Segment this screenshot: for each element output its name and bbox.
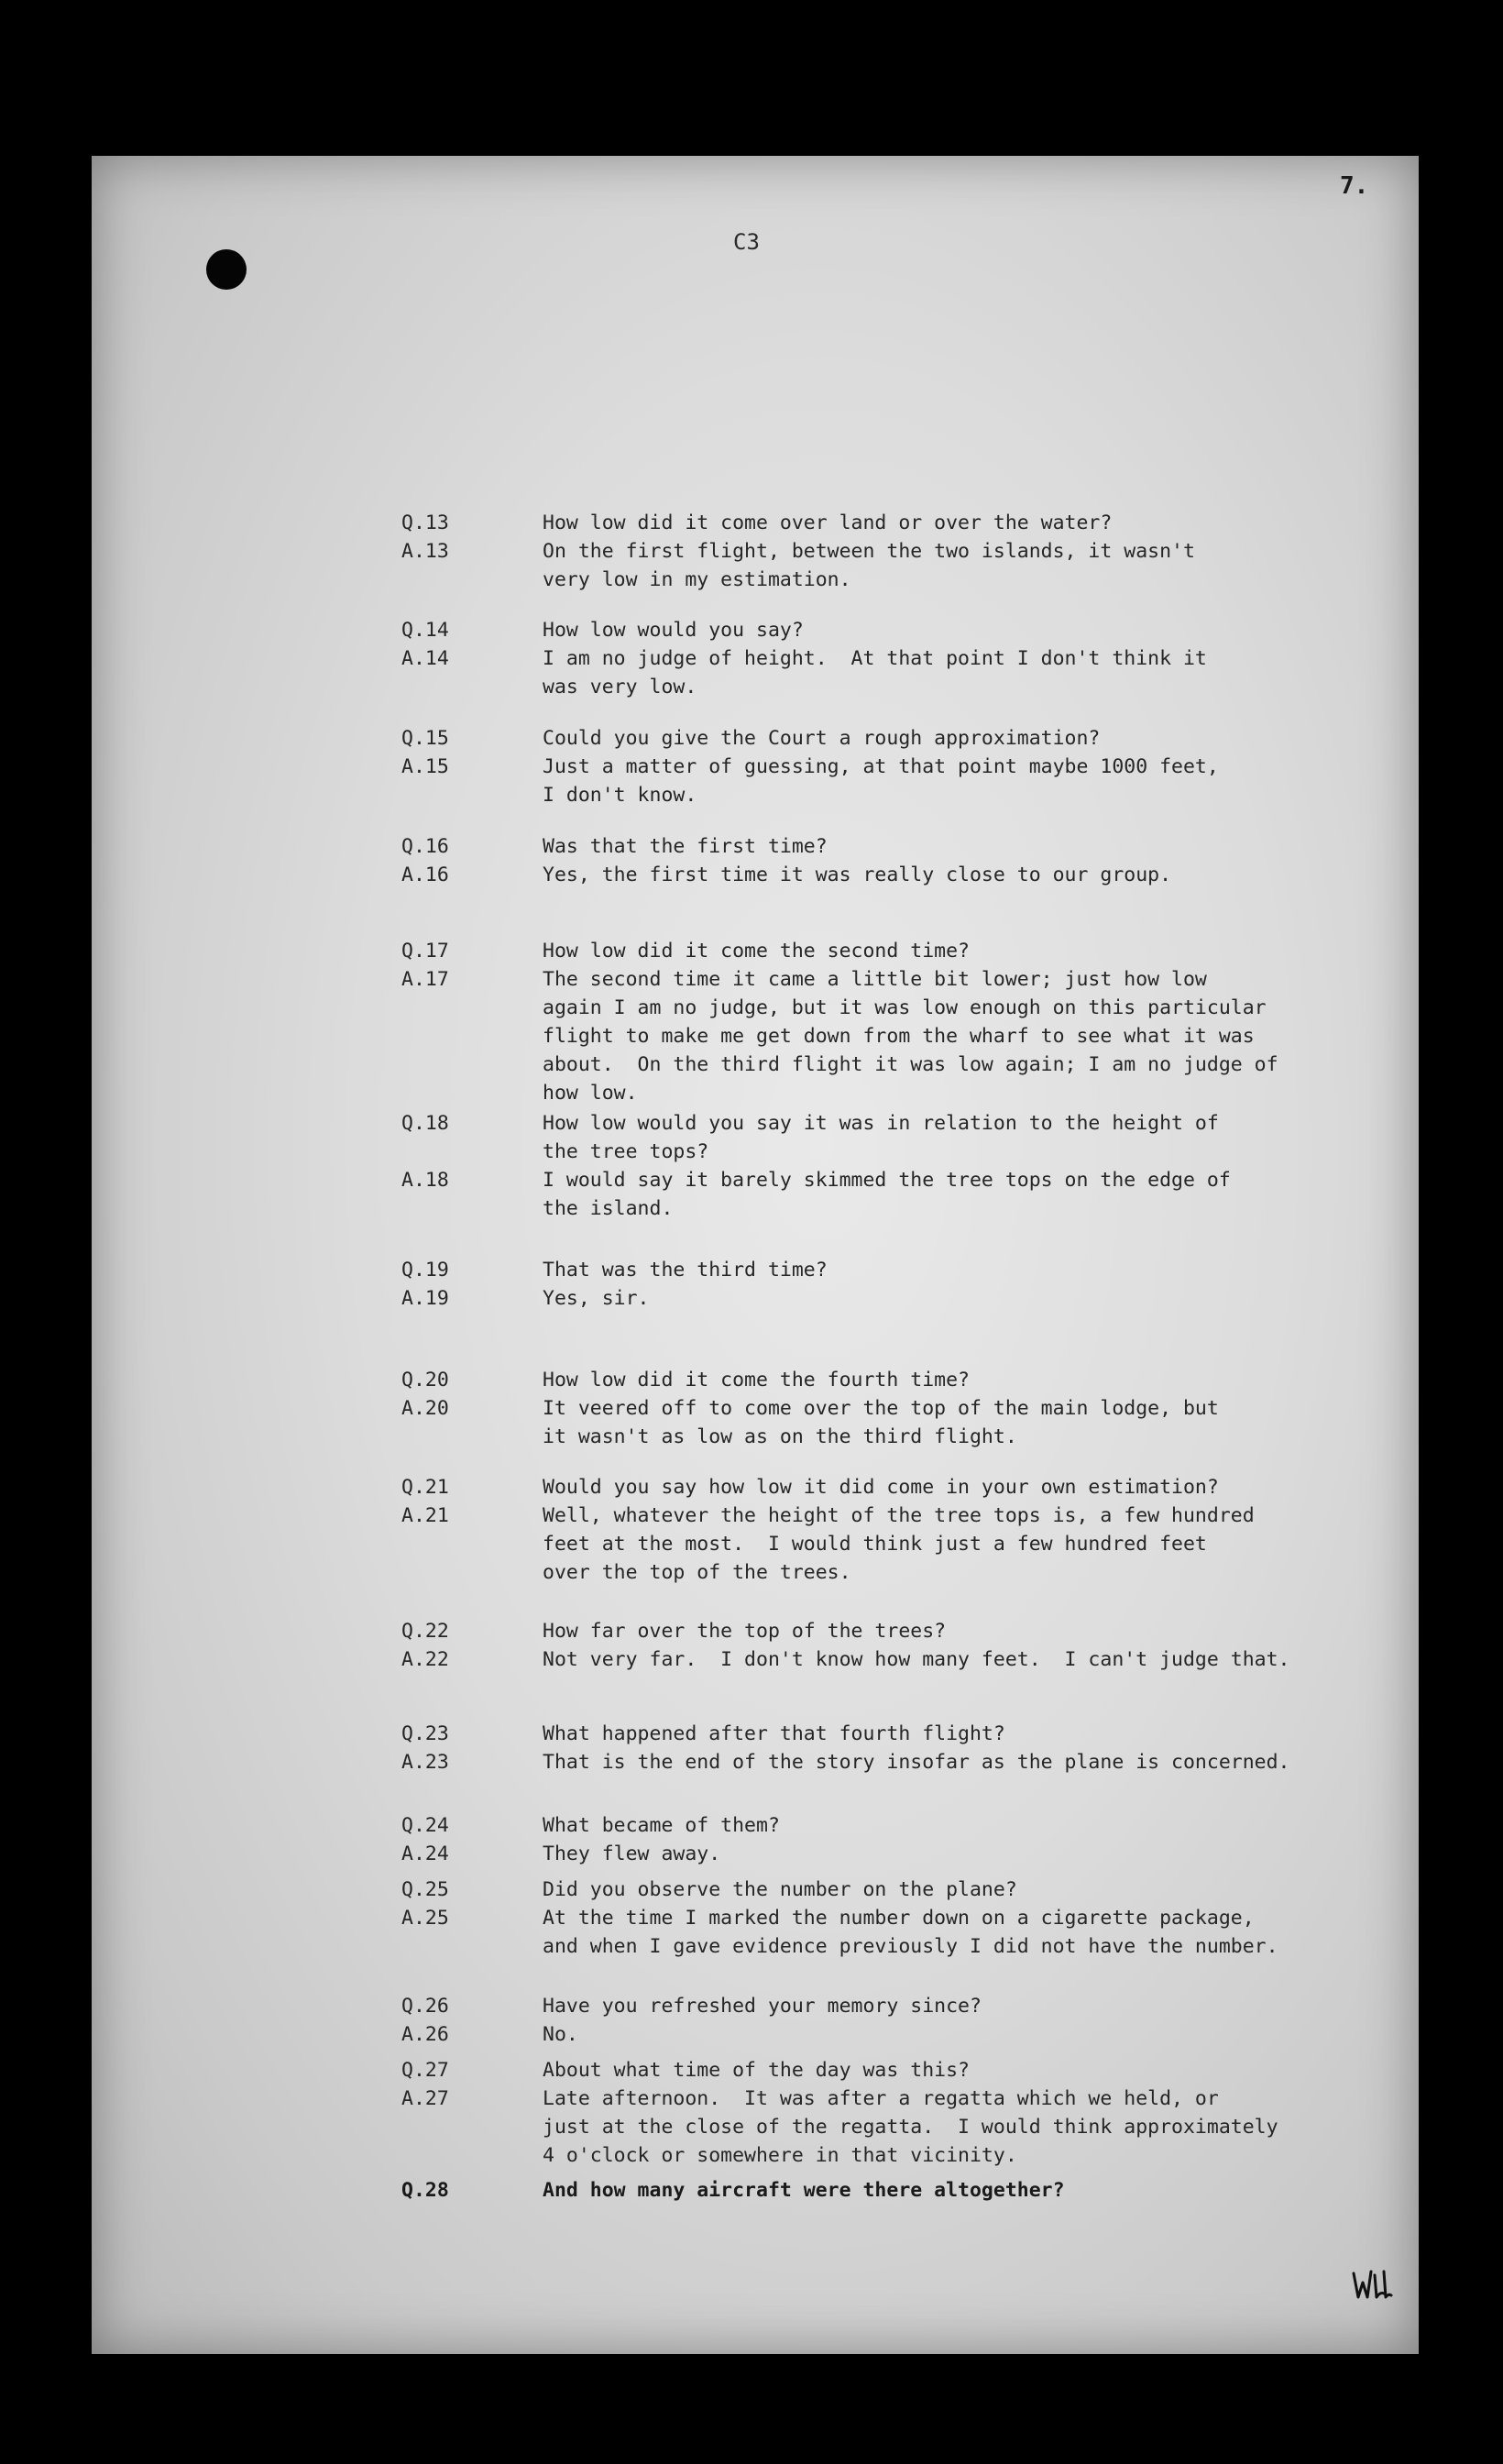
qa-label: A.25 [401,1907,449,1930]
qa-label: Q.19 [401,1259,449,1282]
qa-label [401,2113,543,2141]
qa-line [401,1138,1501,1166]
qa-line [401,509,1501,537]
qa-label [401,1194,543,1223]
qa-block [401,832,1501,889]
qa-line [401,1050,1501,1079]
qa-block [401,1366,1501,1451]
qa-text: the island. [543,1197,674,1220]
qa-block [401,2056,1501,2170]
qa-text: The second time it came a little bit lower; just how low [543,968,1207,991]
qa-line [401,1079,1501,1107]
qa-block [401,1473,1501,1587]
qa-line [401,673,1501,701]
qa-text: it wasn't as low as on the third flight. [543,1425,1017,1448]
qa-text: Could you give the Court a rough approximation? [543,727,1101,750]
qa-text: And how many aircraft were there altogether? [543,2179,1065,2202]
qa-line [401,2056,1501,2084]
qa-line [401,1876,1501,1904]
qa-label: Q.20 [401,1369,449,1392]
qa-line [401,1502,1501,1530]
qa-block [401,2176,1501,2205]
qa-text: was very low. [543,676,697,698]
qa-line [401,566,1501,594]
page-number: 7. [1340,172,1369,200]
qa-label [401,673,543,701]
qa-text: Would you say how low it did come in your own estimation? [543,1476,1219,1499]
qa-label: A.27 [401,2087,449,2110]
qa-text: That is the end of the story insofar as the plane is concerned. [543,1751,1290,1774]
document-page [92,156,1419,2354]
qa-text: Late afternoon. It was after a regatta which we held, or [543,2087,1219,2110]
qa-text: How far over the top of the trees? [543,1620,947,1643]
qa-label: Q.18 [401,1112,449,1135]
qa-label [401,2141,543,2170]
qa-block [401,1992,1501,2049]
qa-label: A.16 [401,864,449,886]
qa-block [401,1720,1501,1776]
qa-line [401,2020,1501,2049]
qa-block [401,1811,1501,1868]
qa-line [401,1166,1501,1194]
qa-text: On the first flight, between the two islands, it wasn't [543,540,1195,563]
qa-text: No. [543,2023,578,2046]
qa-text: Yes, sir. [543,1287,650,1310]
qa-text: I don't know. [543,784,697,807]
qa-text: Just a matter of guessing, at that point maybe 1000 feet, [543,755,1219,778]
qa-line [401,1617,1501,1645]
qa-label: Q.27 [401,2059,449,2082]
qa-line [401,937,1501,965]
qa-label: Q.16 [401,835,449,858]
qa-label [401,1932,543,1961]
qa-line [401,1473,1501,1502]
qa-text: Well, whatever the height of the tree tops is, a few hundred [543,1504,1255,1527]
qa-block [401,1876,1501,1961]
qa-label: A.18 [401,1169,449,1192]
qa-label: Q.25 [401,1878,449,1901]
qa-block [401,1256,1501,1313]
document-code: C3 [733,229,760,255]
qa-label: A.15 [401,755,449,778]
qa-line [401,753,1501,781]
qa-text: How low did it come over land or over the water? [543,512,1113,534]
qa-label: A.14 [401,647,449,670]
qa-label: Q.21 [401,1476,449,1499]
qa-text: how low. [543,1082,638,1105]
qa-line [401,861,1501,889]
qa-label: A.13 [401,540,449,563]
qa-label [401,1423,543,1451]
qa-line [401,1932,1501,1961]
qa-text: They flew away. [543,1842,721,1865]
qa-block [401,1617,1501,1674]
qa-block [401,1109,1501,1223]
qa-text: What became of them? [543,1814,780,1837]
qa-label: A.22 [401,1648,449,1671]
qa-label [401,566,543,594]
qa-line [401,724,1501,753]
qa-line [401,994,1501,1022]
qa-line [401,1558,1501,1587]
qa-line [401,832,1501,861]
qa-label: Q.15 [401,727,449,750]
qa-text: How low would you say? [543,619,804,642]
qa-text: feet at the most. I would think just a few hundred feet [543,1533,1207,1556]
qa-label: A.17 [401,968,449,991]
qa-label [401,1079,543,1107]
qa-line [401,616,1501,644]
qa-line [401,1423,1501,1451]
qa-label [401,1530,543,1558]
qa-line [401,1256,1501,1284]
qa-text: over the top of the trees. [543,1561,851,1584]
qa-line [401,1022,1501,1050]
qa-line [401,1904,1501,1932]
qa-label: A.20 [401,1397,449,1420]
qa-block [401,937,1501,1107]
qa-line [401,2176,1501,2205]
qa-text: 4 o'clock or somewhere in that vicinity. [543,2144,1017,2167]
qa-label: Q.23 [401,1722,449,1745]
qa-line [401,1366,1501,1394]
qa-label: A.21 [401,1504,449,1527]
qa-transcript [92,156,1419,2354]
qa-line [401,644,1501,673]
qa-text: about. On the third flight it was low again; I am no judge of [543,1053,1278,1076]
qa-text: How low did it come the fourth time? [543,1369,970,1392]
qa-text: very low in my estimation. [543,568,851,591]
qa-text: What happened after that fourth flight? [543,1722,1005,1745]
qa-text: Was that the first time? [543,835,828,858]
qa-line [401,1720,1501,1748]
qa-line [401,1748,1501,1776]
qa-label: Q.22 [401,1620,449,1643]
qa-line [401,1194,1501,1223]
qa-line [401,781,1501,809]
qa-label: A.23 [401,1751,449,1774]
qa-text: I would say it barely skimmed the tree tops on the edge of [543,1169,1231,1192]
qa-line [401,1109,1501,1138]
qa-line [401,1840,1501,1868]
qa-line [401,1645,1501,1674]
qa-label [401,781,543,809]
qa-label: Q.24 [401,1814,449,1837]
qa-text: the tree tops? [543,1140,709,1163]
qa-label: Q.13 [401,512,449,534]
qa-text: How low did it come the second time? [543,940,970,962]
qa-text: flight to make me get down from the wharf to see what it was [543,1025,1255,1048]
qa-line [401,1394,1501,1423]
qa-text: That was the third time? [543,1259,828,1282]
qa-block [401,616,1501,701]
qa-line [401,1811,1501,1840]
qa-line [401,1992,1501,2020]
qa-text: Not very far. I don't know how many feet. I can't judge that. [543,1648,1290,1671]
qa-text: About what time of the day was this? [543,2059,970,2082]
qa-line [401,537,1501,566]
qa-label: Q.17 [401,940,449,962]
qa-block [401,724,1501,809]
qa-line [401,2141,1501,2170]
qa-line [401,965,1501,994]
qa-text: How low would you say it was in relation to the height of [543,1112,1219,1135]
qa-label: A.26 [401,2023,449,2046]
qa-text: just at the close of the regatta. I would think approximately [543,2116,1278,2139]
qa-text: Yes, the first time it was really close to our group. [543,864,1172,886]
qa-label: Q.26 [401,1995,449,2018]
qa-text: again I am no judge, but it was low enough on this particular [543,996,1267,1019]
qa-line [401,2084,1501,2113]
qa-label [401,1138,543,1166]
qa-label: Q.14 [401,619,449,642]
qa-line [401,1530,1501,1558]
qa-text: Have you refreshed your memory since? [543,1995,982,2018]
qa-label: A.24 [401,1842,449,1865]
qa-text: Did you observe the number on the plane? [543,1878,1017,1901]
handwritten-initials [1351,2266,1393,2303]
qa-label [401,1022,543,1050]
qa-text: I am no judge of height. At that point I don't think it [543,647,1207,670]
qa-block [401,509,1501,594]
qa-label [401,1558,543,1587]
qa-text: It veered off to come over the top of the main lodge, but [543,1397,1219,1420]
qa-label [401,1050,543,1079]
qa-label [401,994,543,1022]
qa-line [401,1284,1501,1313]
qa-label: Q.28 [401,2179,449,2202]
qa-label: A.19 [401,1287,449,1310]
qa-text: At the time I marked the number down on a cigarette package, [543,1907,1255,1930]
qa-text: and when I gave evidence previously I did not have the number. [543,1935,1278,1958]
qa-line [401,2113,1501,2141]
